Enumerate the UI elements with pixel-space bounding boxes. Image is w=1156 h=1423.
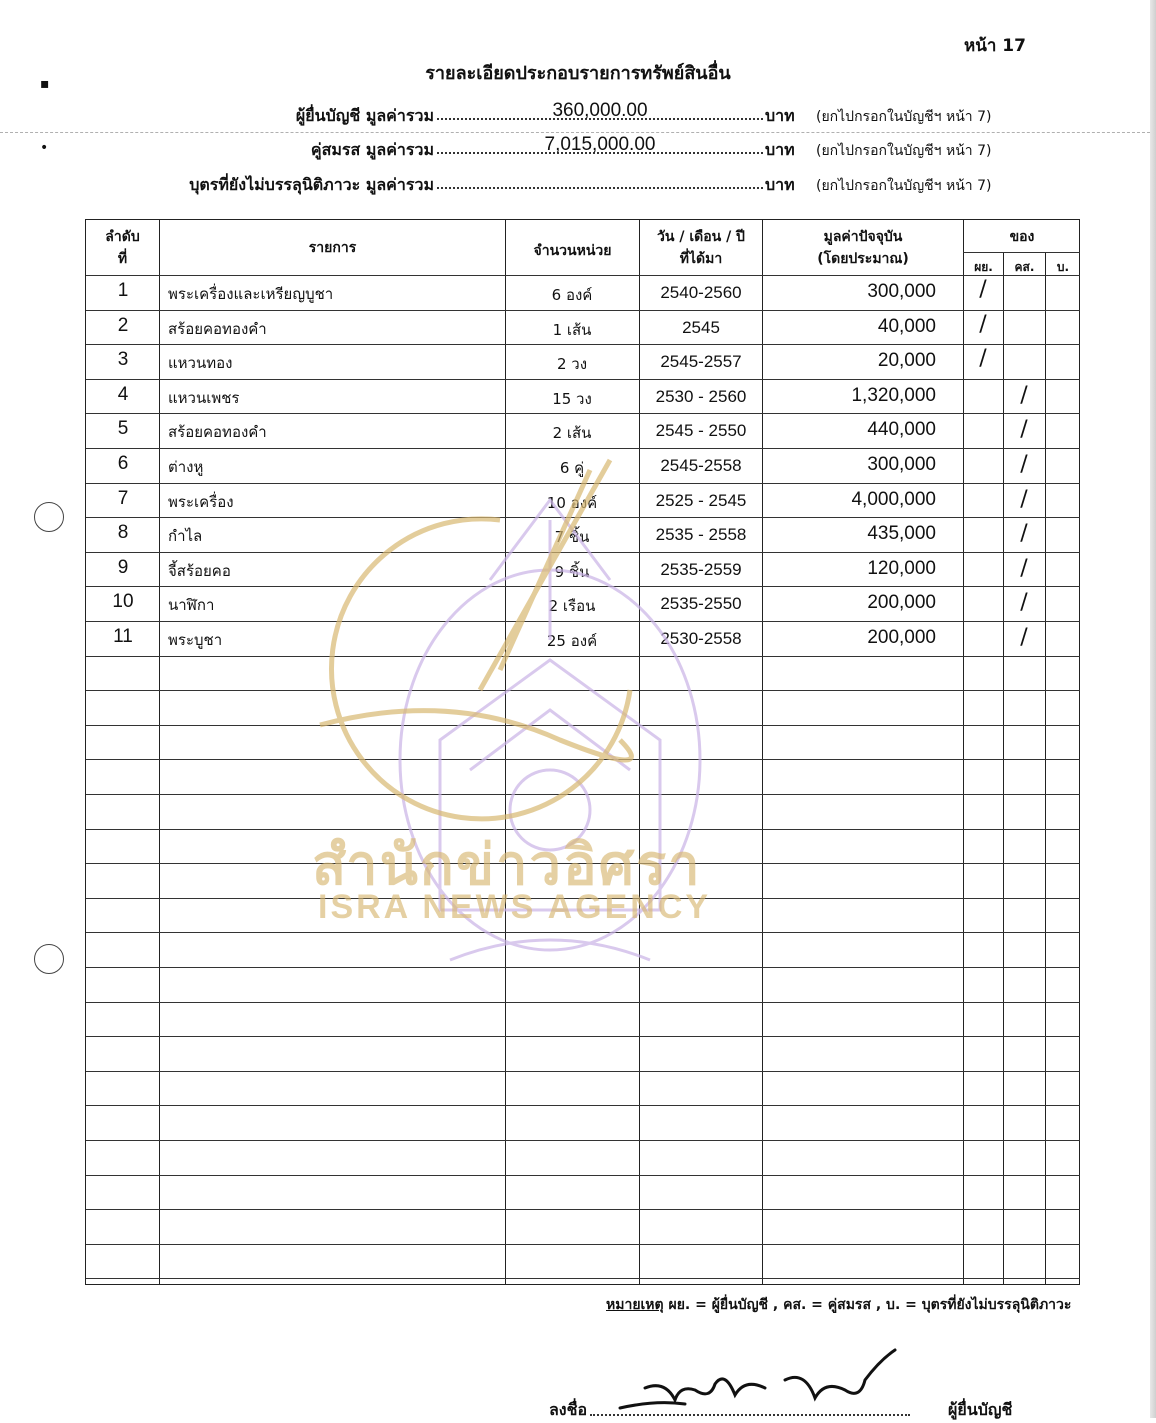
row-number: 7 xyxy=(117,488,129,509)
table-row-line xyxy=(86,932,1080,933)
row-value: 300,000 xyxy=(867,454,936,475)
row-date: 2535 - 2558 xyxy=(655,525,747,544)
row-value: 435,000 xyxy=(867,523,936,544)
row-item: แหวนทอง xyxy=(168,354,233,372)
scan-mark: ▪ xyxy=(40,76,50,92)
row-item: พระเครื่อง xyxy=(168,493,234,511)
row-date: 2530-2558 xyxy=(660,629,742,648)
row-quantity: 2 วง xyxy=(556,355,588,373)
owner-header-divider xyxy=(963,252,1080,253)
header-value-line1: มูลค่าปัจจุบัน xyxy=(823,229,903,245)
header-no-line1: ลำดับ xyxy=(105,229,140,245)
summary-note: (ยกไปกรอกในบัญชีฯ หน้า 7) xyxy=(816,109,992,125)
header-owner-child: บ. xyxy=(1056,260,1070,274)
row-owner-spouse: / xyxy=(1020,452,1028,477)
row-owner-spouse: / xyxy=(1020,625,1028,650)
row-number: 3 xyxy=(117,349,129,370)
table-row-line xyxy=(86,517,1080,518)
row-quantity: 2 เรือน xyxy=(548,597,596,615)
header-owner: ของ xyxy=(1009,229,1035,245)
table-row-line xyxy=(86,1036,1080,1037)
summary-row-declarant xyxy=(0,100,1156,128)
header-qty: จำนวนหน่วย xyxy=(533,243,612,259)
table-row-line xyxy=(86,275,1080,276)
row-quantity: 2 เส้น xyxy=(552,424,592,442)
summary-unit: บาท xyxy=(765,140,795,159)
header-value-line2: (โดยประมาณ) xyxy=(817,251,909,267)
table-row-line xyxy=(86,413,1080,414)
row-item: สร้อยคอทองคำ xyxy=(168,423,267,441)
row-date: 2540-2560 xyxy=(660,283,742,302)
row-owner-spouse: / xyxy=(1020,521,1028,546)
row-value: 40,000 xyxy=(877,316,936,337)
row-date: 2530 - 2560 xyxy=(655,387,747,406)
remark xyxy=(606,1294,1071,1316)
header-no xyxy=(86,226,159,270)
row-quantity: 6 คู่ xyxy=(559,459,585,477)
signature-label: ลงชื่อ xyxy=(549,1400,588,1419)
row-value: 20,000 xyxy=(877,350,936,371)
header-date-line2: ที่ได้มา xyxy=(679,251,723,267)
row-number: 11 xyxy=(113,626,133,647)
row-date: 2545 xyxy=(682,318,720,337)
row-number: 2 xyxy=(117,315,129,336)
summary-label: คู่สมรส มูลค่ารวม xyxy=(310,140,434,159)
handwritten-signature xyxy=(615,1340,915,1418)
row-owner-spouse: / xyxy=(1020,383,1028,408)
row-quantity: 6 องค์ xyxy=(551,286,593,304)
dotted-line xyxy=(437,187,763,189)
row-quantity: 9 ชิ้น xyxy=(554,563,590,581)
table-row-line xyxy=(86,690,1080,691)
watermark-thai-text: สำนักข่าวอิศรา xyxy=(312,833,702,898)
header-owner-declarant: ผย. xyxy=(974,260,993,274)
watermark-english-text: ISRA NEWS AGENCY xyxy=(318,888,712,926)
row-item: พระบูชา xyxy=(168,631,223,649)
row-quantity: 25 องค์ xyxy=(546,632,598,650)
table-row-line xyxy=(86,621,1080,622)
row-quantity: 7 ชิ้น xyxy=(554,528,590,546)
header-date-line1: วัน / เดือน / ปี xyxy=(657,229,745,245)
row-item: พระเครื่องและเหรียญบูชา xyxy=(168,285,334,303)
summary-unit: บาท xyxy=(765,175,795,194)
summary-note: (ยกไปกรอกในบัญชีฯ หน้า 7) xyxy=(816,143,992,159)
table-row-line xyxy=(86,552,1080,553)
table-row-line xyxy=(86,759,1080,760)
summary-value: 360,000.00 xyxy=(552,100,648,121)
header-owner-spouse: คส. xyxy=(1014,260,1035,274)
summary-row-child xyxy=(0,169,1156,197)
row-item: นาฬิกา xyxy=(168,596,215,614)
scan-dash-line xyxy=(0,132,1150,133)
row-owner-declarant: / xyxy=(979,346,987,371)
row-owner-declarant: / xyxy=(979,277,987,302)
row-owner-spouse: / xyxy=(1020,417,1028,442)
row-value: 440,000 xyxy=(867,419,936,440)
row-value: 1,320,000 xyxy=(851,385,936,406)
row-item: กำไล xyxy=(168,527,203,545)
row-item: แหวนเพชร xyxy=(168,389,240,407)
table-row-line xyxy=(86,586,1080,587)
remark-heading: หมายเหตุ xyxy=(606,1297,664,1313)
document-title: รายละเอียดประกอบรายการทรัพย์สินอื่น xyxy=(425,63,731,84)
table-row-line xyxy=(86,1071,1080,1072)
row-value: 300,000 xyxy=(867,281,936,302)
row-item: จี้สร้อยคอ xyxy=(168,562,231,580)
row-number: 9 xyxy=(117,557,129,578)
table-row-line xyxy=(86,1278,1080,1279)
row-item: สร้อยคอทองคำ xyxy=(168,320,267,338)
summary-label: บุตรที่ยังไม่บรรลุนิติภาวะ มูลค่ารวม xyxy=(189,175,434,194)
row-date: 2525 - 2545 xyxy=(655,491,747,510)
table-row-line xyxy=(86,1140,1080,1141)
row-date: 2535-2550 xyxy=(660,594,742,613)
row-number: 8 xyxy=(117,522,129,543)
header-no-line2: ที่ xyxy=(117,251,128,267)
scan-mark: • xyxy=(40,140,49,156)
table-row-line xyxy=(86,448,1080,449)
row-value: 120,000 xyxy=(867,558,936,579)
summary-note: (ยกไปกรอกในบัญชีฯ หน้า 7) xyxy=(816,178,992,194)
row-owner-declarant: / xyxy=(979,312,987,337)
row-item: ต่างหู xyxy=(168,458,204,476)
row-number: 10 xyxy=(112,591,134,612)
table-row-line xyxy=(86,1244,1080,1245)
row-number: 1 xyxy=(117,280,129,301)
row-number: 4 xyxy=(117,384,129,405)
row-quantity: 15 วง xyxy=(552,390,592,408)
row-owner-spouse: / xyxy=(1020,487,1028,512)
row-owner-spouse: / xyxy=(1020,590,1028,615)
table-row-line xyxy=(86,794,1080,795)
page-edge xyxy=(1150,0,1156,1418)
header-value xyxy=(763,226,963,270)
table-row-line xyxy=(86,1209,1080,1210)
row-value: 200,000 xyxy=(867,627,936,648)
table-row-line xyxy=(86,656,1080,657)
header-date xyxy=(640,226,762,270)
table-row-line xyxy=(86,344,1080,345)
header-item: รายการ xyxy=(308,240,357,256)
table-row-line xyxy=(86,1175,1080,1176)
row-date: 2535-2559 xyxy=(660,560,742,579)
table-row-line xyxy=(86,483,1080,484)
row-date: 2545-2557 xyxy=(660,352,742,371)
row-quantity: 1 เส้น xyxy=(552,321,592,339)
hole-punch xyxy=(34,502,64,532)
summary-row-spouse xyxy=(0,134,1156,162)
row-value: 4,000,000 xyxy=(851,489,936,510)
row-owner-spouse: / xyxy=(1020,556,1028,581)
row-quantity: 10 องค์ xyxy=(546,494,598,512)
page-number: หน้า 17 xyxy=(964,36,1026,56)
hole-punch xyxy=(34,944,64,974)
row-number: 5 xyxy=(117,418,129,439)
row-date: 2545-2558 xyxy=(660,456,742,475)
summary-value: 7,015,000.00 xyxy=(544,134,656,155)
remark-text: ผย. = ผู้ยื่นบัญชี , คส. = คู่สมรส , บ. = บุตรที่ยังไม่บรรลุนิติภาวะ xyxy=(663,1297,1072,1313)
row-value: 200,000 xyxy=(867,592,936,613)
table-divider xyxy=(1045,252,1046,1285)
table-row-line xyxy=(86,379,1080,380)
summary-label: ผู้ยื่นบัญชี มูลค่ารวม xyxy=(295,106,434,125)
table-row-line xyxy=(86,725,1080,726)
signature-role: ผู้ยื่นบัญชี xyxy=(948,1400,1013,1419)
row-number: 6 xyxy=(117,453,129,474)
table-row-line xyxy=(86,1105,1080,1106)
table-row-line xyxy=(86,310,1080,311)
table-row-line xyxy=(86,967,1080,968)
table-row-line xyxy=(86,1002,1080,1003)
summary-unit: บาท xyxy=(765,106,795,125)
row-date: 2545 - 2550 xyxy=(655,421,747,440)
